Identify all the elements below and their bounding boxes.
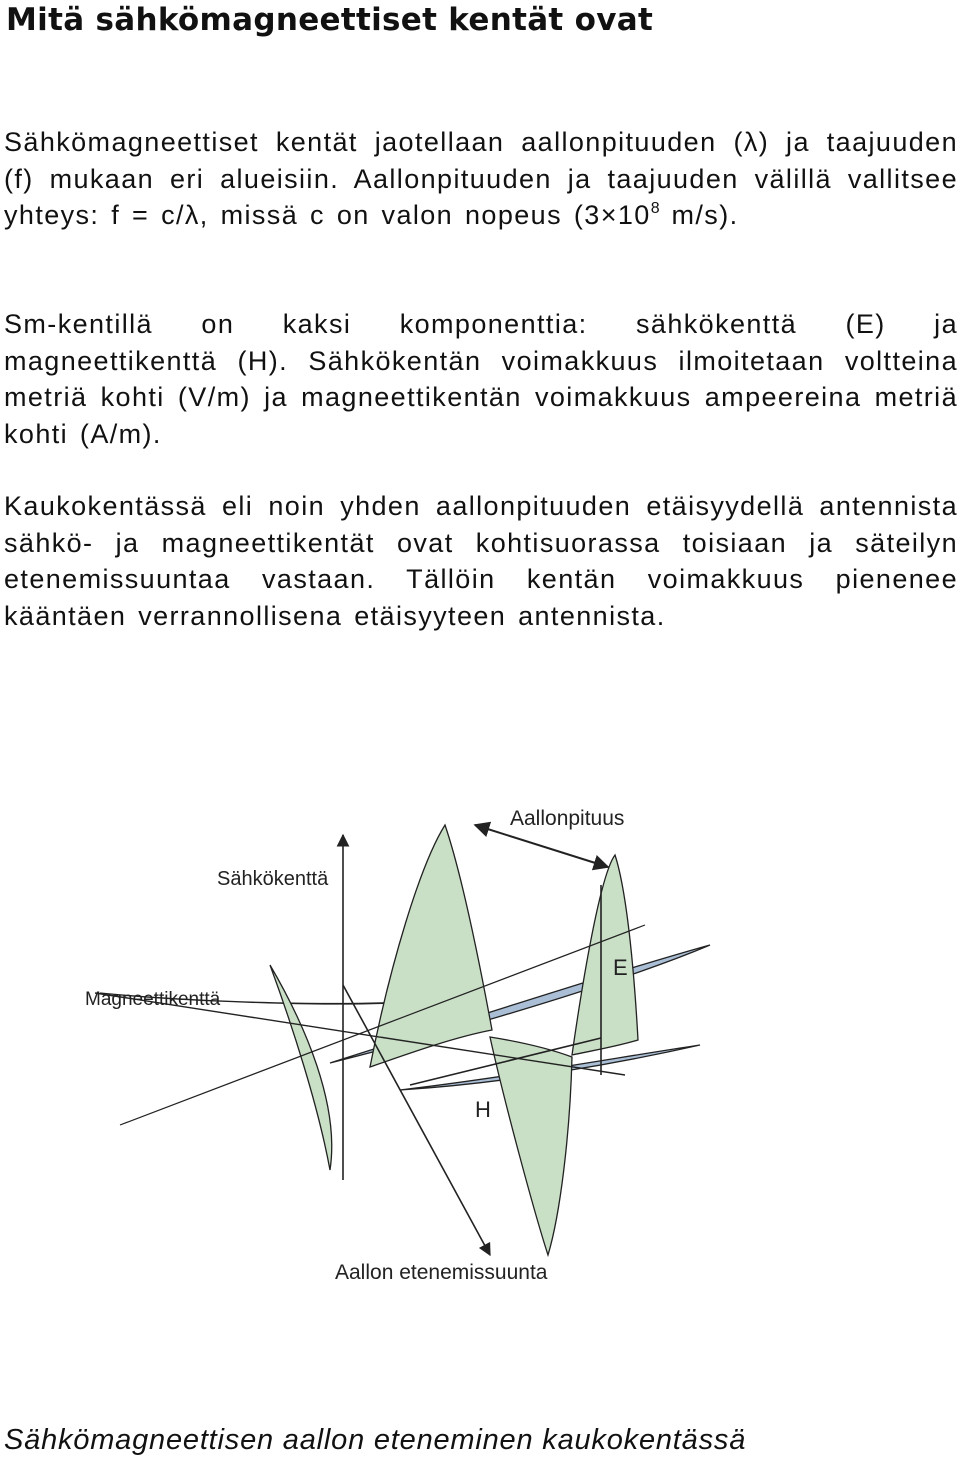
paragraph-1-text-b: m/s). (659, 200, 739, 230)
paragraph-field-components: Sm-kentillä on kaksi komponenttia: sähkökenttä (E) ja magneettikenttä (H). Sähkökentän voimakkuus ilmoitetaan voltteina metriä kohti (V/m) ja magneettikentän voimakkuus ampeereina metriä kohti (A/m). (4, 309, 958, 449)
paragraph-far-field: Kaukokentässä eli noin yhden aallonpituuden etäisyydellä antennista sähkö- ja magneettikentät ovat kohtisuorassa toisiaan ja säteilyn etenemissuuntaa vastaan. Tällöin kentän voimakkuus pienenee kääntäen verrannollisena etäisyyteen antennista. (4, 491, 958, 631)
em-wave-figure (60, 785, 960, 1305)
label-h: H (475, 1097, 491, 1122)
electric-wave-lobe-1 (270, 965, 332, 1170)
page-title: Mitä sähkömagneettiset kentät ovat (6, 2, 654, 38)
electric-wave-lobe-2 (370, 825, 492, 1067)
label-propagation: Aallon etenemissuunta (335, 1261, 548, 1284)
paragraph-1-text-a: Sähkömagneettiset kentät jaotellaan aallonpituuden (λ) ja taajuuden (f) mukaan eri alueisiin. Aallonpituuden ja taajuuden välillä vallitsee yhteys: f = c/λ, missä c on valon nopeus (3×10 (4, 127, 958, 230)
figure-caption: Sähkömagneettisen aallon eteneminen kaukokentässä (4, 1424, 747, 1456)
electric-wave-lobe-4 (572, 855, 638, 1055)
label-wavelength: Aallonpituus (510, 807, 625, 830)
exponent: 8 (650, 200, 660, 217)
label-e: E (613, 955, 628, 980)
em-wave-diagram (60, 785, 960, 1305)
electric-wave-lobe-3 (490, 1037, 572, 1255)
label-magnetic-field: Magneettikenttä (85, 989, 221, 1010)
paragraph-wavelength-frequency (4, 124, 958, 234)
wavelength-arrow (475, 825, 608, 867)
label-electric-field: Sähkökenttä (217, 868, 329, 890)
